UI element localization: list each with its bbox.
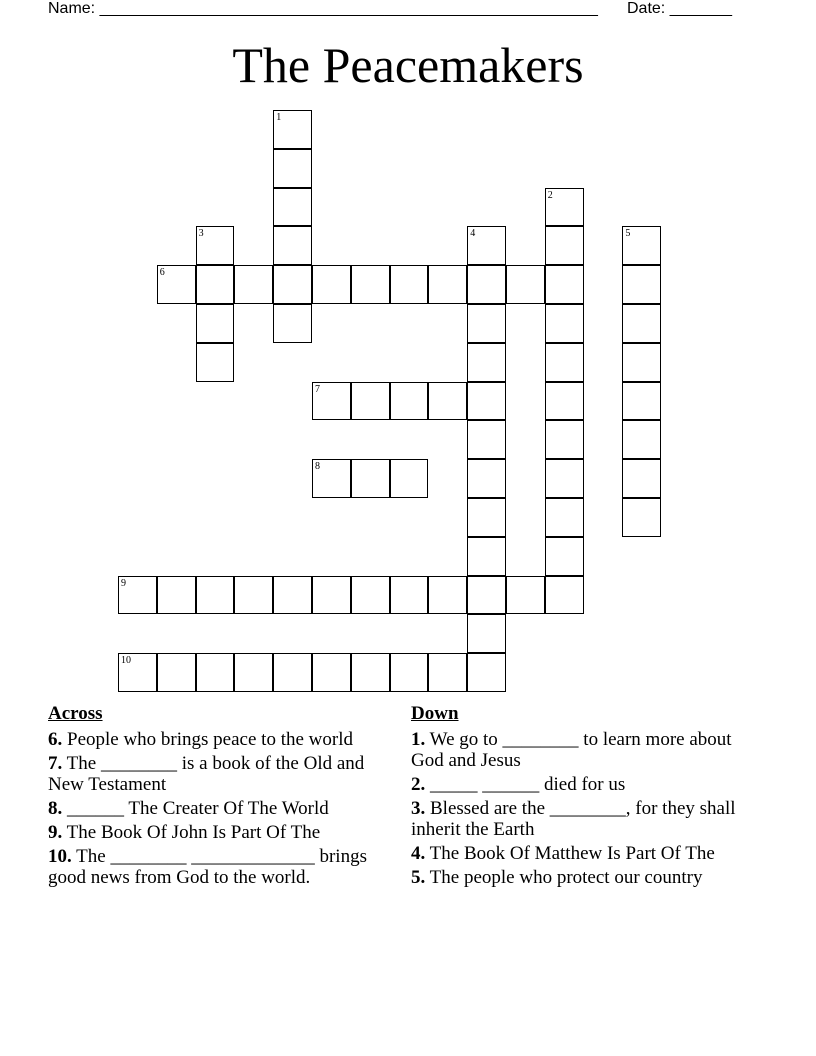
grid-cell[interactable] bbox=[506, 265, 545, 304]
clue-text: Blessed are the ________, for they shall inherit the Earth bbox=[411, 798, 736, 840]
grid-cell[interactable] bbox=[622, 498, 661, 537]
grid-cell[interactable] bbox=[506, 576, 545, 615]
grid-cell[interactable] bbox=[467, 382, 506, 421]
grid-cell[interactable] bbox=[157, 653, 196, 692]
grid-cell[interactable] bbox=[312, 382, 351, 421]
grid-cell[interactable] bbox=[428, 265, 467, 304]
grid-cell[interactable] bbox=[545, 459, 584, 498]
grid-cell[interactable] bbox=[273, 265, 312, 304]
date-field: Date: _______ bbox=[627, 0, 732, 17]
grid-cell[interactable] bbox=[312, 459, 351, 498]
grid-cell[interactable] bbox=[545, 265, 584, 304]
down-clue bbox=[411, 867, 751, 888]
across-clue bbox=[48, 846, 378, 888]
clue-number: 8. bbox=[48, 798, 63, 819]
clue-text: _____ ______ died for us bbox=[430, 774, 626, 795]
grid-cell[interactable] bbox=[467, 459, 506, 498]
clue-number: 2. bbox=[411, 774, 426, 795]
clue-number: 5. bbox=[411, 867, 426, 888]
clue-text: We go to ________ to learn more about God and Jesus bbox=[411, 729, 732, 771]
grid-cell[interactable] bbox=[622, 459, 661, 498]
grid-cell[interactable] bbox=[467, 265, 506, 304]
clue-number: 3 bbox=[198, 228, 204, 240]
grid-cell[interactable] bbox=[351, 265, 390, 304]
grid-cell[interactable] bbox=[622, 265, 661, 304]
down-clue bbox=[411, 843, 751, 864]
clue-text: People who brings peace to the world bbox=[67, 729, 353, 750]
grid-cell[interactable] bbox=[196, 265, 235, 304]
grid-cell[interactable] bbox=[545, 498, 584, 537]
clue-text: The ________ is a book of the Old and New Testament bbox=[48, 753, 365, 795]
grid-cell[interactable] bbox=[351, 576, 390, 615]
grid-cell[interactable] bbox=[545, 576, 584, 615]
grid-cell[interactable] bbox=[390, 459, 429, 498]
grid-cell[interactable] bbox=[196, 343, 235, 382]
grid-cell[interactable] bbox=[273, 188, 312, 227]
grid-cell[interactable] bbox=[467, 226, 506, 265]
clue-number: 7 bbox=[315, 383, 320, 395]
grid-cell[interactable] bbox=[622, 420, 661, 459]
grid-cell[interactable] bbox=[312, 653, 351, 692]
clue-text: ______ The Creater Of The World bbox=[67, 798, 329, 819]
grid-cell[interactable] bbox=[467, 498, 506, 537]
clue-number: 10. bbox=[48, 846, 72, 867]
page-title: The Peacemakers bbox=[232, 37, 584, 93]
grid-cell[interactable] bbox=[196, 304, 235, 343]
grid-cell[interactable] bbox=[428, 576, 467, 615]
grid-cell[interactable] bbox=[351, 382, 390, 421]
grid-cell[interactable] bbox=[467, 420, 506, 459]
clue-number: 9 bbox=[121, 577, 126, 589]
clue-text: The Book Of John Is Part Of The bbox=[66, 822, 321, 843]
across-clues bbox=[48, 703, 378, 891]
grid-cell[interactable] bbox=[467, 576, 506, 615]
across-clue bbox=[48, 822, 378, 843]
down-clues bbox=[411, 703, 751, 891]
grid-cell[interactable] bbox=[545, 343, 584, 382]
grid-cell[interactable] bbox=[622, 382, 661, 421]
grid-cell[interactable] bbox=[428, 382, 467, 421]
across-clue bbox=[48, 753, 378, 795]
clue-text: The people who protect our country bbox=[429, 867, 703, 888]
clue-number: 4 bbox=[470, 228, 476, 240]
grid-cell[interactable] bbox=[196, 653, 235, 692]
grid-cell[interactable] bbox=[428, 653, 467, 692]
clue-number: 6. bbox=[48, 729, 63, 750]
grid-cell[interactable] bbox=[196, 576, 235, 615]
grid-cell[interactable] bbox=[118, 576, 157, 615]
grid-cell[interactable] bbox=[273, 304, 312, 343]
down-clue bbox=[411, 798, 751, 840]
grid-cell[interactable] bbox=[273, 149, 312, 188]
down-heading: Down bbox=[411, 703, 459, 724]
grid-cell[interactable] bbox=[467, 653, 506, 692]
across-clue bbox=[48, 729, 378, 750]
grid-cell[interactable] bbox=[545, 304, 584, 343]
grid-cell[interactable] bbox=[351, 459, 390, 498]
clue-number: 4. bbox=[411, 843, 426, 864]
clue-number: 5 bbox=[625, 228, 631, 240]
grid-cell[interactable] bbox=[390, 265, 429, 304]
grid-cell[interactable] bbox=[234, 576, 273, 615]
grid-cell[interactable] bbox=[312, 265, 351, 304]
clue-number: 10 bbox=[121, 655, 131, 667]
grid-cell[interactable] bbox=[157, 265, 196, 304]
across-heading: Across bbox=[48, 703, 103, 724]
down-clue bbox=[411, 729, 751, 771]
down-clue bbox=[411, 774, 751, 795]
grid-cell[interactable] bbox=[545, 537, 584, 576]
clue-number: 3. bbox=[411, 798, 426, 819]
grid-cell[interactable] bbox=[118, 653, 157, 692]
grid-cell[interactable] bbox=[234, 653, 273, 692]
name-field: Name: ________________________________________________________ bbox=[48, 0, 598, 17]
clue-number: 1 bbox=[276, 112, 282, 123]
grid-cell[interactable] bbox=[467, 537, 506, 576]
grid-cell[interactable] bbox=[390, 382, 429, 421]
clue-number: 6 bbox=[159, 267, 165, 279]
clue-number: 7. bbox=[48, 753, 63, 774]
across-clue bbox=[48, 798, 378, 819]
grid-cell[interactable] bbox=[312, 576, 351, 615]
grid-cell[interactable] bbox=[196, 226, 235, 265]
grid-cell[interactable] bbox=[351, 653, 390, 692]
grid-cell[interactable] bbox=[622, 226, 661, 265]
grid-cell[interactable] bbox=[467, 614, 506, 653]
grid-cell[interactable] bbox=[545, 226, 584, 265]
grid-cell[interactable] bbox=[545, 382, 584, 421]
clue-number: 8 bbox=[315, 461, 320, 473]
grid-cell[interactable] bbox=[622, 304, 661, 343]
grid-cell[interactable] bbox=[467, 304, 506, 343]
clue-text: The ________ _____________ brings good news from God to the world. bbox=[48, 846, 367, 888]
grid-cell[interactable] bbox=[390, 576, 429, 615]
clue-number: 1. bbox=[411, 729, 426, 750]
grid-cell[interactable] bbox=[390, 653, 429, 692]
grid-cell[interactable] bbox=[273, 226, 312, 265]
grid-cell[interactable] bbox=[545, 420, 584, 459]
clue-number: 9. bbox=[48, 822, 63, 843]
grid-cell[interactable] bbox=[273, 576, 312, 615]
grid-cell[interactable] bbox=[273, 110, 312, 149]
grid-cell[interactable] bbox=[273, 653, 312, 692]
grid-cell[interactable] bbox=[622, 343, 661, 382]
grid-cell[interactable] bbox=[157, 576, 196, 615]
grid-cell[interactable] bbox=[467, 343, 506, 382]
grid-cell[interactable] bbox=[545, 188, 584, 227]
clue-number: 2 bbox=[547, 189, 553, 201]
grid-cell[interactable] bbox=[234, 265, 273, 304]
clue-text: The Book Of Matthew Is Part Of The bbox=[429, 843, 715, 864]
